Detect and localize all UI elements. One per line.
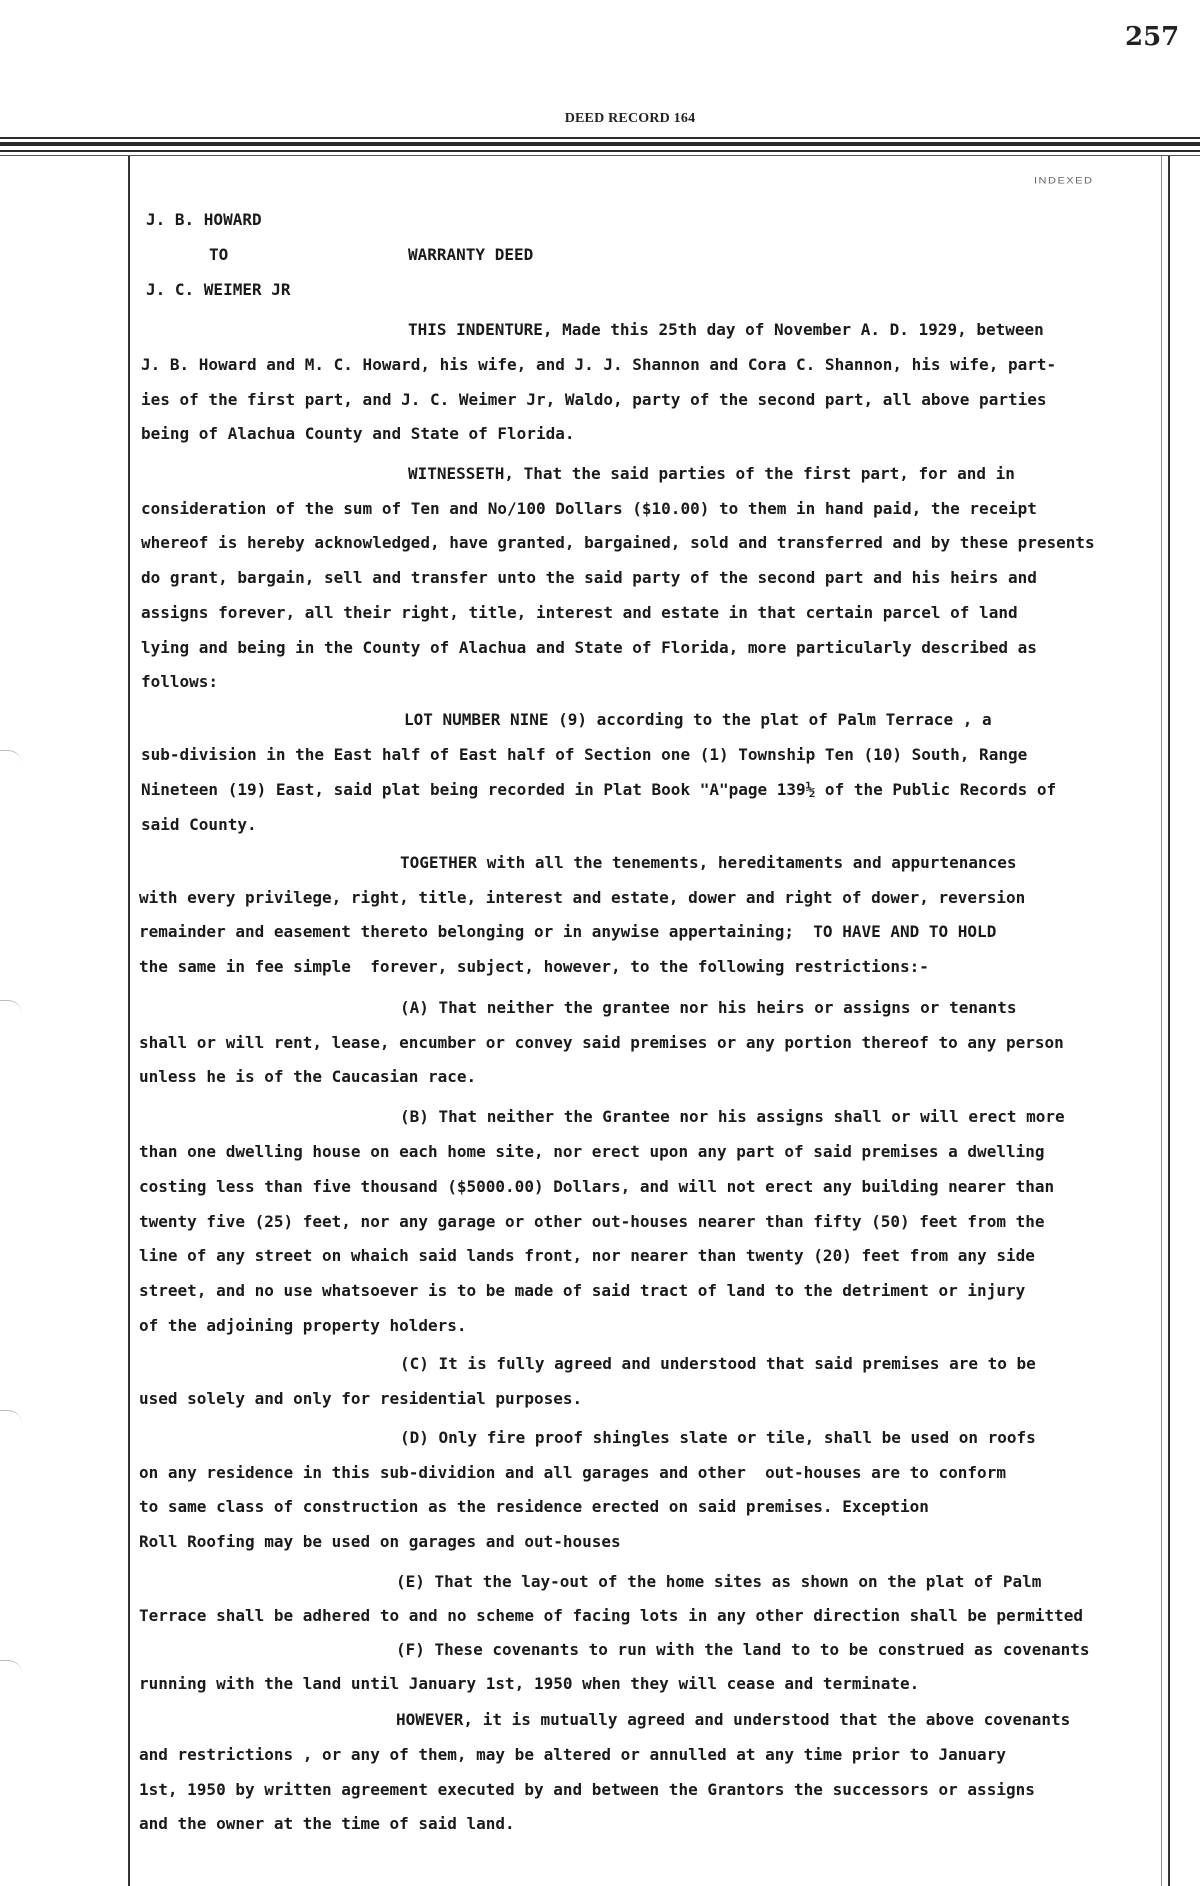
deed-text-line: (B) That neither the Grantee nor his assigns shall or will erect more [400, 1107, 1065, 1126]
deed-text-line: J. B. Howard and M. C. Howard, his wife, and J. J. Shannon and Cora C. Shannon, his wife, part- [141, 355, 1057, 374]
indexed-stamp: INDEXED [1034, 175, 1094, 187]
deed-text-line: and the owner at the time of said land. [139, 1814, 515, 1833]
deed-text-line: do grant, bargain, sell and transfer unto the said party of the second part and his heirs and [141, 568, 1037, 587]
deed-text-line: being of Alachua County and State of Florida. [141, 424, 575, 443]
deed-text-line: Nineteen (19) East, said plat being recorded in Plat Book "A"page 139½ of the Public Records of [141, 780, 1057, 799]
deed-text-line: (D) Only fire proof shingles slate or tile, shall be used on roofs [400, 1428, 1036, 1447]
deed-text-line: said County. [141, 815, 257, 834]
deed-text-line: consideration of the sum of Ten and No/100 Dollars ($10.00) to them in hand paid, the receipt [141, 499, 1037, 518]
deed-text-line: with every privilege, right, title, interest and estate, dower and right of dower, reversion [139, 888, 1026, 907]
deed-text-line: WITNESSETH, That the said parties of the first part, for and in [408, 464, 1015, 483]
deed-text-line: THIS INDENTURE, Made this 25th day of November A. D. 1929, between [408, 320, 1044, 339]
record-book-title: DEED RECORD 164 [564, 111, 696, 126]
deed-text-line: assigns forever, all their right, title, interest and estate in that certain parcel of land [141, 603, 1018, 622]
header-rule [0, 142, 1200, 146]
deed-text-line: (E) That the lay-out of the home sites as shown on the plat of Palm [396, 1572, 1042, 1591]
deed-text-line: 1st, 1950 by written agreement executed by and between the Grantors the successors or assigns [139, 1780, 1035, 1799]
deed-text-line: (C) It is fully agreed and understood that said premises are to be [400, 1354, 1036, 1373]
deed-text-line: Terrace shall be adhered to and no scheme of facing lots in any other direction shall be permitted [139, 1606, 1084, 1625]
deed-text-line: (A) That neither the grantee nor his heirs or assigns or tenants [400, 998, 1017, 1017]
deed-text-line: than one dwelling house on each home site, nor erect upon any part of said premises a dwelling [139, 1142, 1045, 1161]
deed-text-line: TOGETHER with all the tenements, hereditaments and appurtenances [400, 853, 1017, 872]
deed-text-line: whereof is hereby acknowledged, have granted, bargained, sold and transferred and by these presents [141, 533, 1095, 552]
deed-text-line: costing less than five thousand ($5000.00) Dollars, and will not erect any building nearer than [139, 1177, 1055, 1196]
header-rule [0, 150, 1200, 152]
deed-text-line: ies of the first part, and J. C. Weimer Jr, Waldo, party of the second part, all above parties [141, 390, 1047, 409]
to-label: TO [209, 245, 229, 264]
header-rule [0, 137, 1200, 139]
deed-text-line: to same class of construction as the residence erected on said premises. Exception [139, 1497, 929, 1516]
deed-text-line: used solely and only for residential purposes. [139, 1389, 583, 1408]
deed-text-line: street, and no use whatsoever is to be made of said tract of land to the detriment or injury [139, 1281, 1026, 1300]
right-margin-rule [1168, 156, 1170, 1886]
deed-text-line: and restrictions , or any of them, may be altered or annulled at any time prior to January [139, 1745, 1006, 1764]
deed-text-line: running with the land until January 1st, 1950 when they will cease and terminate. [139, 1674, 920, 1693]
deed-text-line: Roll Roofing may be used on garages and out-houses [139, 1532, 621, 1551]
deed-text-line: of the adjoining property holders. [139, 1316, 467, 1335]
page-number: 257 [1125, 22, 1180, 52]
grantee-name: J. C. WEIMER JR [146, 280, 291, 299]
deed-text-line: on any residence in this sub-dividion and all garages and other out-houses are to conform [139, 1463, 1006, 1482]
grantor-name: J. B. HOWARD [146, 210, 262, 229]
deed-text-line: lying and being in the County of Alachua and State of Florida, more particularly described as [141, 638, 1037, 657]
binding-hole-mark [0, 1410, 22, 1429]
deed-text-line: follows: [141, 672, 219, 691]
deed-text-line: shall or will rent, lease, encumber or convey said premises or any portion thereof to any person [139, 1033, 1064, 1052]
deed-text-line: remainder and easement thereto belonging or in anywise appertaining; TO HAVE AND TO HOLD [139, 922, 997, 941]
deed-text-line: LOT NUMBER NINE (9) according to the plat of Palm Terrace , a [404, 710, 992, 729]
deed-text-line: (F) These covenants to run with the land to to be construed as covenants [396, 1640, 1090, 1659]
deed-text-line: line of any street on whaich said lands front, nor nearer than twenty (20) feet from any side [139, 1246, 1035, 1265]
left-margin-rule [128, 156, 130, 1886]
header-rule [0, 155, 1200, 156]
binding-hole-mark [0, 1000, 22, 1019]
binding-hole-mark [0, 1660, 22, 1679]
deed-text-line: twenty five (25) feet, nor any garage or other out-houses nearer than fifty (50) feet from the [139, 1212, 1045, 1231]
right-margin-rule-inner [1161, 156, 1162, 1886]
deed-text-line: unless he is of the Caucasian race. [139, 1067, 477, 1086]
deed-text-line: sub-division in the East half of East half of Section one (1) Township Ten (10) South, Range [141, 745, 1028, 764]
instrument-type: WARRANTY DEED [408, 245, 534, 264]
binding-hole-mark [0, 750, 22, 769]
deed-text-line: the same in fee simple forever, subject, however, to the following restrictions:- [139, 957, 929, 976]
deed-text-line: HOWEVER, it is mutually agreed and understood that the above covenants [396, 1710, 1071, 1729]
